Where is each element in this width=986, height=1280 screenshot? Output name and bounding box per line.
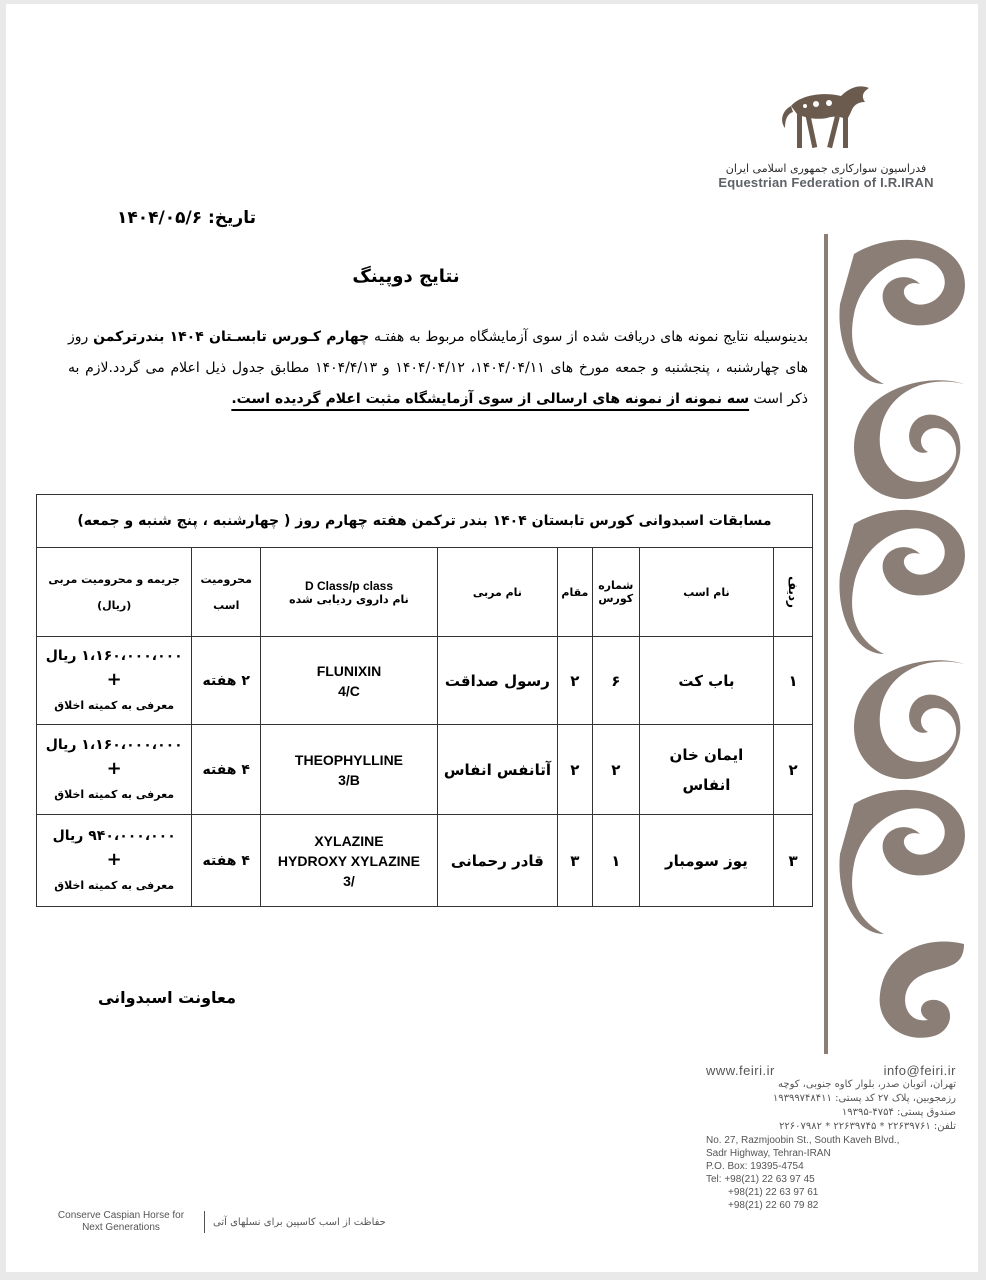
tel-3: +98(21) 22 60 79 82 — [728, 1200, 819, 1211]
cell-horse-ban: ۲ هفته — [192, 637, 261, 725]
body-text-1: بدینوسیله نتایج نمونه های دریافت شده از سوی آزمایشگاه مربوط به هفتـه — [369, 329, 808, 345]
cell-fine: ۹۴۰،۰۰۰،۰۰۰ ریال + معرفی به کمیته اخلاق — [37, 815, 192, 907]
contact-block — [706, 1064, 956, 1212]
header-horse: نام اسب — [639, 548, 773, 637]
header-trainer: نام مربی — [437, 548, 557, 637]
header-horse-ban: محرومیت اسب — [192, 548, 261, 637]
footer-slogan — [46, 1210, 426, 1234]
cell-drug: XYLAZINE HYDROXY XYLAZINE 3/ — [261, 815, 438, 907]
cell-race-number: ۱ — [592, 815, 639, 907]
cell-horse: ایمان خان انفاس — [639, 725, 773, 815]
federation-logo — [696, 76, 956, 190]
cell-row-number: ۲ — [774, 725, 813, 815]
cell-row-number: ۱ — [774, 637, 813, 725]
cell-drug: THEOPHYLLINE 3/B — [261, 725, 438, 815]
body-paragraph — [68, 322, 808, 415]
address-fa-2: رزمجوبین، پلاک ۲۷ کد پستی: ۱۹۳۹۹۷۴۸۴۱۱ — [772, 1093, 956, 1104]
body-text-underlined: سه نمونه از نمونه های ارسالی از سوی آزمایشگاه مثبت اعلام گردیده است. — [231, 391, 750, 407]
doping-results-table — [36, 494, 813, 907]
address-fa-3: صندوق پستی: ۴۷۵۴-۱۹۳۹۵ — [841, 1107, 956, 1118]
signature-department: معاونت اسبدوانی — [97, 988, 236, 1007]
footer-divider — [204, 1211, 205, 1233]
cell-trainer: آتانفس انفاس — [437, 725, 557, 815]
date-label: تاریخ: — [208, 208, 256, 228]
decorative-ornament-icon — [824, 224, 974, 1054]
page-title: نتایج دوپینگ — [352, 266, 460, 287]
tel-2: +98(21) 22 63 97 61 — [728, 1187, 819, 1198]
federation-name-fa: فدراسیون سوارکاری جمهوری اسلامی ایران — [725, 162, 927, 175]
pobox: P.O. Box: 19395-4754 — [706, 1161, 804, 1172]
cell-horse-ban: ۴ هفته — [192, 725, 261, 815]
federation-name-en: Equestrian Federation of I.R.IRAN — [718, 175, 934, 190]
cell-row-number: ۳ — [774, 815, 813, 907]
tel-1: Tel: +98(21) 22 63 97 45 — [706, 1174, 815, 1185]
address-en-2: Sadr Highway, Tehran-IRAN — [706, 1148, 831, 1159]
website-link[interactable]: www.feiri.ir — [706, 1063, 775, 1078]
header-drug: D Class/p class نام داروی ردیابی شده — [261, 548, 438, 637]
slogan-en: Conserve Caspian Horse for Next Generations — [57, 1210, 185, 1233]
cell-fine: ۱،۱۶۰،۰۰۰،۰۰۰ ریال + معرفی به کمیته اخلاق — [37, 725, 192, 815]
phone-fa: تلفن: ۲۲۶۳۹۷۶۱ * ۲۲۶۳۹۷۴۵ * ۲۲۶۰۷۹۸۲ — [779, 1121, 956, 1132]
cell-race-number: ۲ — [592, 725, 639, 815]
table-caption: مسابقات اسبدوانی کورس تابستان ۱۴۰۴ بندر ترکمن هفته چهارم روز ( چهارشنبه ، پنج شنبه و جمعه) — [37, 495, 813, 548]
table-row — [37, 725, 813, 815]
cell-horse-ban: ۴ هفته — [192, 815, 261, 907]
cell-place: ۲ — [557, 725, 592, 815]
cell-race-number: ۶ — [592, 637, 639, 725]
header-place: مقام — [557, 548, 592, 637]
cell-horse: باب کت — [639, 637, 773, 725]
header-fine: جریمه و محرومیت مربی (ریال) — [37, 548, 192, 637]
address-fa-1: تهران، اتوبان صدر، بلوار کاوه جنوبی، کوچه — [778, 1079, 956, 1090]
cell-trainer: رسول صداقت — [437, 637, 557, 725]
header-race-number: شماره کورس — [592, 548, 639, 637]
header-row-number: ردیف — [774, 548, 813, 637]
address-en-1: No. 27, Razmjoobin St., South Kaveh Blvd., — [706, 1135, 900, 1146]
letter-date — [86, 208, 256, 228]
letter-page — [6, 4, 978, 1272]
cell-place: ۲ — [557, 637, 592, 725]
table-row — [37, 637, 813, 725]
cell-drug: FLUNIXIN 4/C — [261, 637, 438, 725]
email-link[interactable]: info@feiri.ir — [883, 1063, 956, 1078]
cell-trainer: قادر رحمانی — [437, 815, 557, 907]
table-row — [37, 815, 813, 907]
body-text-2: روز های چهارشنبه ، پنجشنبه و جمعه مورخ های ۱۴۰۴/۰۴/۱۱، ۱۴۰۴/۰۴/۱۲ و ۱۴۰۴/۴/۱۳ مطابق جدول ذیل اعلام می گردد.لازم به ذکر است — [68, 329, 808, 407]
cell-fine: ۱،۱۶۰،۰۰۰،۰۰۰ ریال + معرفی به کمیته اخلاق — [37, 637, 192, 725]
body-text-bold: چهارم کـورس تابسـتان ۱۴۰۴ بندرترکمن — [93, 329, 370, 345]
table-header-row — [37, 548, 813, 637]
date-value: ۱۴۰۴/۰۵/۶ — [117, 208, 203, 228]
caspian-horse-logo-icon — [771, 76, 881, 154]
slogan-fa: حفاظت از اسب کاسپین برای نسلهای آتی — [213, 1216, 386, 1228]
cell-horse: یوز سومبار — [639, 815, 773, 907]
cell-place: ۳ — [557, 815, 592, 907]
